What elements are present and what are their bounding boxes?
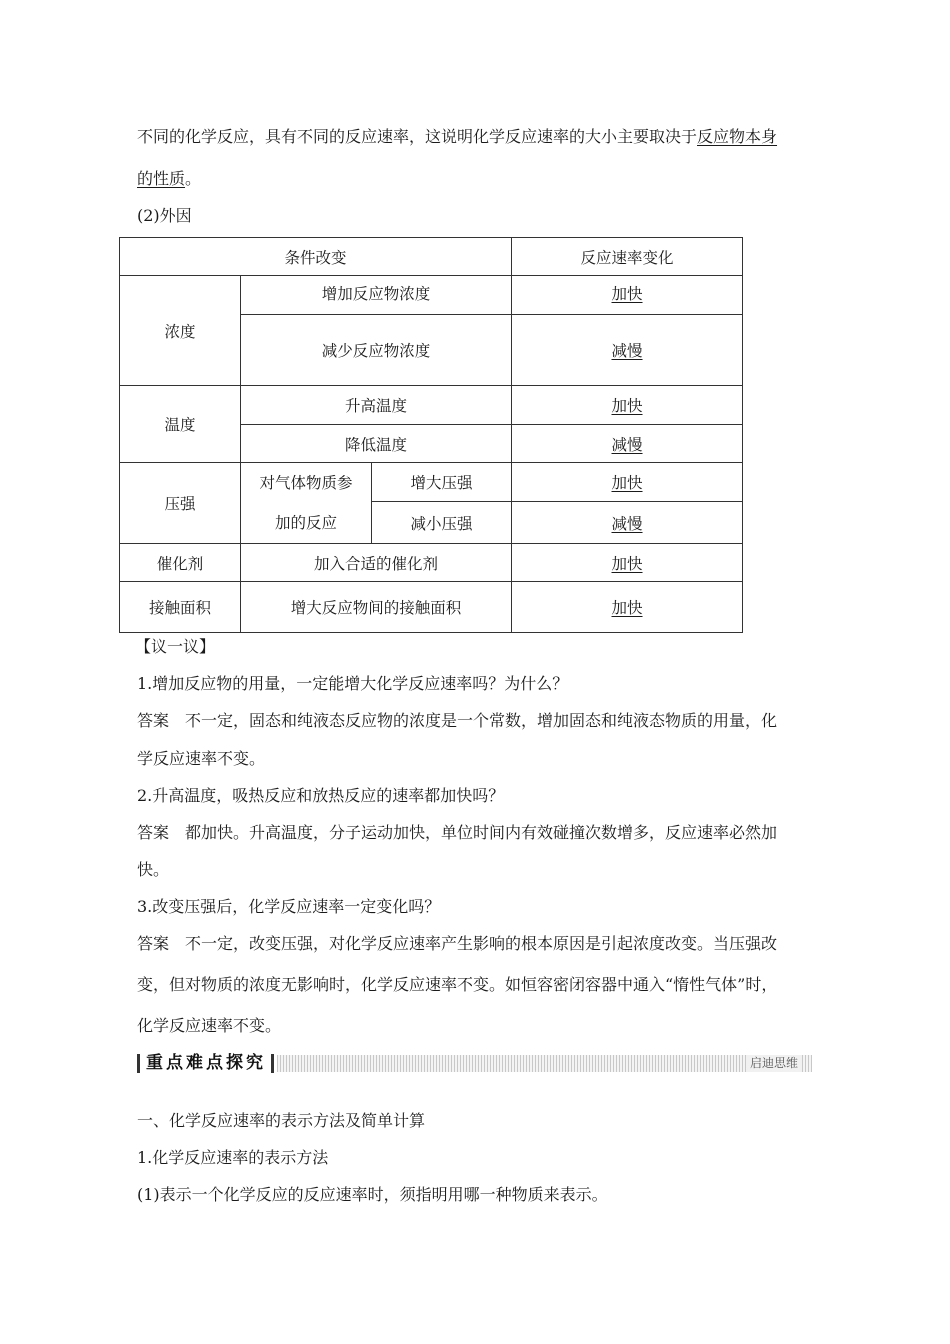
intro-answer-part2: 的性质 <box>137 169 186 188</box>
external-factors-label: (2)外因 <box>137 206 192 225</box>
factor-surface-area: 接触面积 <box>120 582 241 633</box>
factor-temperature: 温度 <box>120 386 241 463</box>
factor-pressure: 压强 <box>120 463 241 544</box>
answer-2-line-2: 快。 <box>137 860 170 879</box>
effect-raise-temperature: 加快 <box>512 386 743 425</box>
answer-2-line-1: 答案 都加快。升高温度，分子运动加快，单位时间内有效碰撞次数增多，反应速率必然加 <box>137 823 778 842</box>
section-item-1: (1)表示一个化学反应的反应速率时，须指明用哪一种物质来表示。 <box>137 1185 608 1204</box>
condition-catalyst: 加入合适的催化剂 <box>241 544 512 582</box>
factor-catalyst: 催化剂 <box>120 544 241 582</box>
question-2: 2.升高温度，吸热反应和放热反应的速率都加快吗？ <box>137 786 505 805</box>
answer-3-line-3: 化学反应速率不变。 <box>137 1016 282 1035</box>
effect-lower-temperature: 减慢 <box>512 425 743 463</box>
pressure-scope-line1: 对气体物质参 <box>259 474 353 492</box>
answer-1-line-2: 学反应速率不变。 <box>137 749 266 768</box>
condition-decrease-pressure: 减小压强 <box>372 502 512 544</box>
answer-1-line-1: 答案 不一定，固态和纯液态反应物的浓度是一个常数，增加固态和纯液态物质的用量，化 <box>137 711 778 730</box>
pressure-scope-line2: 加的反应 <box>274 514 337 532</box>
question-1: 1.增加反应物的用量，一定能增大化学反应速率吗？为什么？ <box>137 674 569 693</box>
effect-increase-pressure: 加快 <box>512 463 743 502</box>
effect-decrease-pressure: 减慢 <box>512 502 743 544</box>
intro-line-2 <box>137 169 201 189</box>
intro-answer-part1: 反应物本身 <box>697 127 778 146</box>
pressure-scope <box>241 463 372 544</box>
subsection-heading: 1.化学反应速率的表示方法 <box>137 1148 329 1167</box>
intro-text: 不同的化学反应，具有不同的反应速率，这说明化学反应速率的大小主要取决于 <box>137 127 698 146</box>
effect-surface-area: 加快 <box>512 582 743 633</box>
table-row <box>120 276 743 315</box>
factors-table <box>119 237 743 633</box>
answer-3-line-1: 答案 不一定，改变压强，对化学反应速率产生影响的根本原因是引起浓度改变。当压强改 <box>137 934 778 953</box>
condition-lower-temperature: 降低温度 <box>241 425 512 463</box>
factor-concentration: 浓度 <box>120 276 241 386</box>
question-3: 3.改变压强后，化学反应速率一定变化吗？ <box>137 897 441 916</box>
banner-subtitle: 启迪思维 <box>746 1055 802 1072</box>
section-heading: 一、化学反应速率的表示方法及简单计算 <box>137 1111 426 1130</box>
condition-decrease-concentration: 减少反应物浓度 <box>241 315 512 386</box>
intro-tail: 。 <box>185 169 202 188</box>
banner-title: 重点难点探究 <box>146 1053 266 1073</box>
answer-3-line-2: 变，但对物质的浓度无影响时，化学反应速率不变。如恒容密闭容器中通入“惰性气体”时， <box>137 975 778 994</box>
condition-increase-pressure: 增大压强 <box>372 463 512 502</box>
table-row <box>120 582 743 633</box>
effect-decrease-concentration: 减慢 <box>512 315 743 386</box>
banner-divider <box>271 1054 274 1073</box>
header-condition: 条件改变 <box>120 238 512 276</box>
table-header-row <box>120 238 743 276</box>
effect-catalyst: 加快 <box>512 544 743 582</box>
table-row <box>120 463 743 502</box>
header-effect: 反应速率变化 <box>512 238 743 276</box>
section-banner <box>137 1052 812 1074</box>
intro-line-1 <box>137 127 777 147</box>
effect-increase-concentration: 加快 <box>512 276 743 315</box>
banner-left-bar <box>137 1054 140 1073</box>
condition-increase-concentration: 增加反应物浓度 <box>241 276 512 315</box>
condition-surface-area: 增大反应物间的接触面积 <box>241 582 512 633</box>
table-row <box>120 386 743 425</box>
condition-raise-temperature: 升高温度 <box>241 386 512 425</box>
table-row <box>120 544 743 582</box>
banner-hatch <box>277 1055 812 1072</box>
discussion-title: 【议一议】 <box>135 637 216 656</box>
